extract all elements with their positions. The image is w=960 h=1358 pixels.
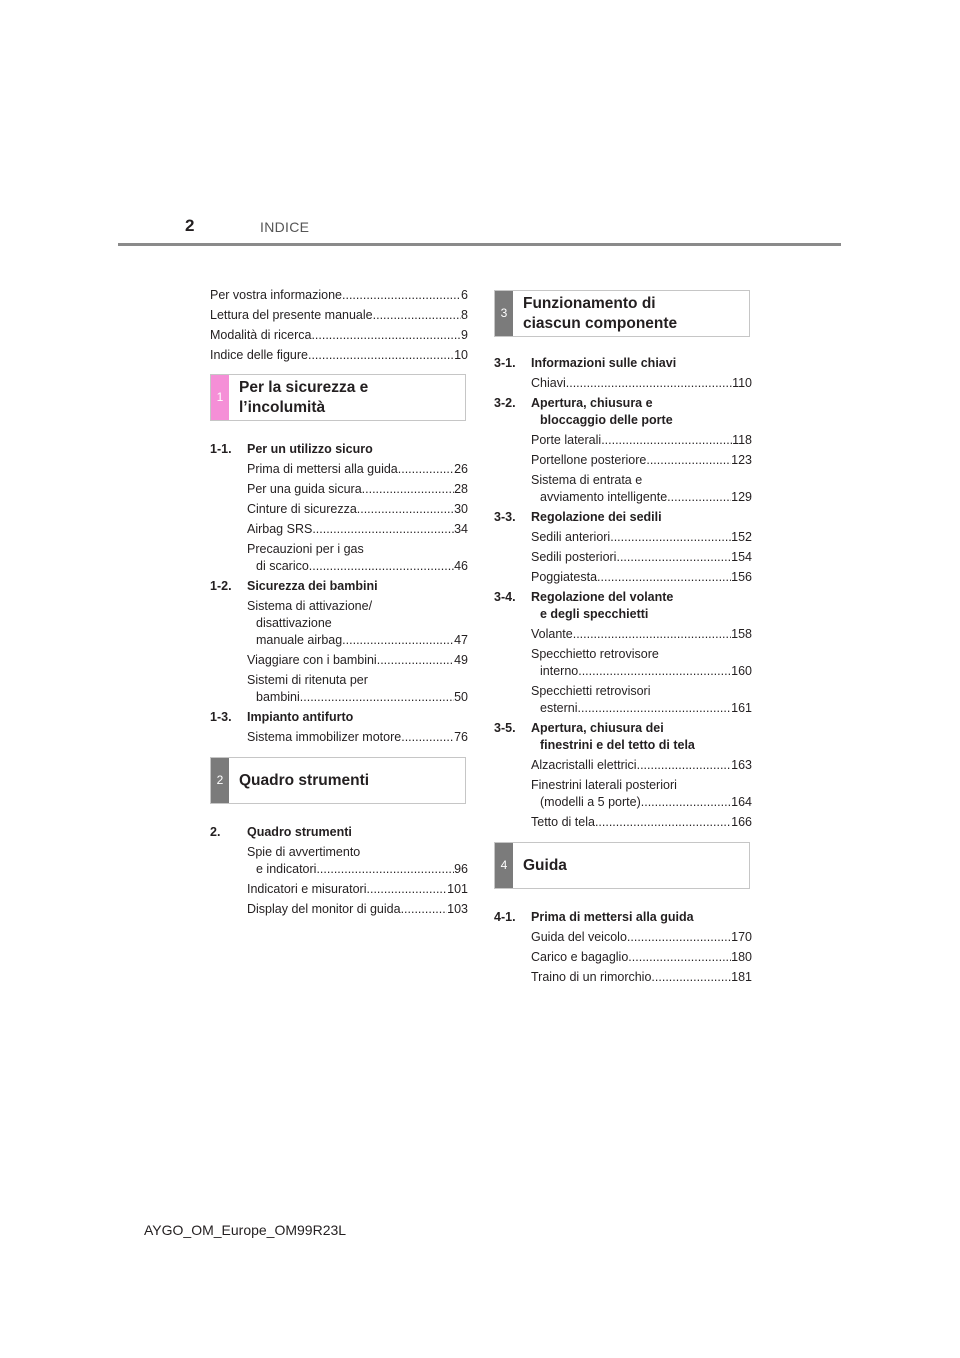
toc-line[interactable] xyxy=(247,689,468,706)
toc-leader-dots xyxy=(628,949,731,966)
toc-page-number: 9 xyxy=(461,328,468,342)
toc-line[interactable] xyxy=(531,794,752,811)
toc-page-number: 30 xyxy=(454,502,468,516)
toc-entry[interactable] xyxy=(494,646,752,680)
toc-leader-dots xyxy=(578,700,732,717)
toc-line[interactable] xyxy=(531,757,752,774)
toc-line[interactable] xyxy=(531,569,752,586)
subsection-heading[interactable] xyxy=(494,909,752,926)
toc-entry[interactable] xyxy=(494,432,752,449)
toc-entry-line: Sistema di entrata e xyxy=(531,473,643,487)
toc-page-number: 170 xyxy=(731,930,752,944)
toc-right-column xyxy=(494,290,752,989)
subsection-number: 3-2. xyxy=(494,396,516,410)
toc-line[interactable] xyxy=(247,501,468,518)
subsection-heading[interactable] xyxy=(494,355,752,372)
toc-leader-dots xyxy=(610,529,731,546)
section-title: Guida xyxy=(523,856,567,874)
toc-leader-dots xyxy=(312,521,454,538)
toc-line[interactable] xyxy=(247,481,468,498)
toc-leader-dots xyxy=(646,452,731,469)
subsection-title-line: bloccaggio delle porte xyxy=(540,413,673,427)
toc-label: Alzacristalli elettrici xyxy=(531,758,637,772)
toc-entry-line: Specchietti retrovisori xyxy=(531,684,651,698)
toc-entry[interactable] xyxy=(494,969,752,986)
toc-label: Display del monitor di guida xyxy=(247,902,401,916)
toc-leader-dots xyxy=(300,689,454,706)
toc-entry[interactable] xyxy=(494,949,752,966)
subsection-title-line: Informazioni sulle chiavi xyxy=(531,356,677,370)
toc-entry-line: disattivazione xyxy=(256,616,332,630)
toc-line[interactable] xyxy=(247,652,468,669)
toc-entry[interactable] xyxy=(494,452,752,469)
toc-label: Chiavi xyxy=(531,376,566,390)
toc-line[interactable] xyxy=(210,307,468,324)
subsection-title-line: Per un utilizzo sicuro xyxy=(247,442,373,456)
toc-line[interactable] xyxy=(531,452,752,469)
subsection-title-line: Apertura, chiusura dei xyxy=(531,721,664,735)
subsection-heading[interactable] xyxy=(210,578,468,595)
toc-leader-dots xyxy=(601,432,732,449)
toc-label: Traino di un rimorchio xyxy=(531,970,652,984)
toc-page-number: 163 xyxy=(731,758,752,772)
subsection-title-line: Quadro strumenti xyxy=(247,825,352,839)
toc-line[interactable] xyxy=(247,461,468,478)
toc-entry[interactable] xyxy=(494,569,752,586)
toc-line[interactable] xyxy=(531,700,752,717)
section-title: Per la sicurezza e l’incolumità xyxy=(239,378,369,416)
toc-leader-dots xyxy=(573,626,731,643)
toc-page-number: 161 xyxy=(731,701,752,715)
subsection-heading[interactable] xyxy=(494,720,752,754)
page-header-title: INDICE xyxy=(260,219,310,235)
toc-entry-line: Precauzioni per i gas xyxy=(247,542,364,556)
toc-page-number: 154 xyxy=(731,550,752,564)
toc-line[interactable] xyxy=(531,814,752,831)
subsection-title xyxy=(531,395,752,429)
footer-doc-code: AYGO_OM_Europe_OM99R23L xyxy=(144,1222,347,1238)
toc-page-number: 34 xyxy=(454,522,468,536)
toc-leader-dots xyxy=(651,969,731,986)
subsection-number: 2. xyxy=(210,825,221,839)
toc-page-number: 110 xyxy=(732,376,752,390)
subsection-heading[interactable] xyxy=(210,441,468,458)
toc-label: avviamento intelligente xyxy=(540,490,668,504)
toc-leader-dots xyxy=(377,652,454,669)
toc-line[interactable] xyxy=(531,929,752,946)
toc-label: Viaggiare con i bambini xyxy=(247,653,377,667)
subsection-heading[interactable] xyxy=(494,509,752,526)
toc-entry-line: Finestrini laterali posteriori xyxy=(531,778,677,792)
toc-entry[interactable] xyxy=(210,901,468,918)
toc-line[interactable] xyxy=(247,521,468,538)
toc-entry[interactable] xyxy=(494,549,752,566)
toc-page-number: 101 xyxy=(447,882,468,896)
toc-page-number: 152 xyxy=(731,530,752,544)
toc-leader-dots xyxy=(627,929,731,946)
toc-page-number: 49 xyxy=(454,653,468,667)
toc-leader-dots xyxy=(342,632,454,649)
spacer xyxy=(210,367,468,374)
section-tab: 3 xyxy=(495,291,513,336)
toc-leader-dots xyxy=(667,489,731,506)
toc-label: bambini xyxy=(256,690,300,704)
toc-entry[interactable] xyxy=(494,472,752,506)
toc-line[interactable] xyxy=(531,375,752,392)
toc-label: Lettura del presente manuale xyxy=(210,308,373,322)
toc-entry[interactable] xyxy=(210,881,468,898)
toc-left-column xyxy=(210,287,468,921)
toc-page-number: 160 xyxy=(731,664,752,678)
toc-page-number: 103 xyxy=(447,902,468,916)
subsection-number: 3-5. xyxy=(494,721,516,735)
toc-page-number: 123 xyxy=(731,453,752,467)
toc-entry[interactable] xyxy=(494,683,752,717)
toc-line[interactable] xyxy=(531,549,752,566)
subsection-title xyxy=(247,824,468,841)
toc-leader-dots xyxy=(597,569,731,586)
toc-entry-line: Sistemi di ritenuta per xyxy=(247,673,368,687)
toc-label: Poggiatesta xyxy=(531,570,598,584)
subsection-number: 3-1. xyxy=(494,356,516,370)
toc-leader-dots xyxy=(311,327,461,344)
toc-page-number: 96 xyxy=(454,862,468,876)
toc-label: di scarico xyxy=(256,559,309,573)
section-header-3[interactable] xyxy=(494,290,750,337)
subsection-heading[interactable] xyxy=(494,395,752,429)
toc-label: Airbag SRS xyxy=(247,522,313,536)
toc-leader-dots xyxy=(595,814,731,831)
toc-line[interactable] xyxy=(531,949,752,966)
toc-line[interactable] xyxy=(247,881,468,898)
toc-leader-dots xyxy=(373,307,461,324)
subsection-title xyxy=(247,709,468,726)
toc-page-number: 50 xyxy=(454,690,468,704)
subsection-number: 3-4. xyxy=(494,590,516,604)
toc-leader-dots xyxy=(367,881,448,898)
toc-label: Tetto di tela xyxy=(531,815,595,829)
toc-entry[interactable] xyxy=(494,375,752,392)
toc-entry-line: Spie di avvertimento xyxy=(247,845,361,859)
toc-line[interactable] xyxy=(247,729,468,746)
toc-entry[interactable] xyxy=(494,626,752,643)
toc-label: Carico e bagaglio xyxy=(531,950,629,964)
toc-line[interactable] xyxy=(210,347,468,364)
section-header-2[interactable] xyxy=(210,757,466,804)
toc-page-number: 8 xyxy=(461,308,468,322)
toc-label: e indicatori xyxy=(256,862,317,876)
toc-entry[interactable] xyxy=(210,521,468,538)
spacer xyxy=(210,749,468,757)
subsection-title-line: Impianto antifurto xyxy=(247,710,354,724)
subsection-title xyxy=(531,720,752,754)
toc-label: Per vostra informazione xyxy=(210,288,343,302)
toc-leader-dots xyxy=(309,558,454,575)
toc-page-number: 76 xyxy=(454,730,468,744)
toc-leader-dots xyxy=(362,481,454,498)
toc-entry[interactable] xyxy=(494,757,752,774)
section-tab: 1 xyxy=(211,375,229,420)
toc-leader-dots xyxy=(401,729,454,746)
section-header-1[interactable] xyxy=(210,374,466,421)
spacer xyxy=(210,421,468,438)
toc-entry[interactable] xyxy=(494,529,752,546)
toc-page-number: 46 xyxy=(454,559,468,573)
toc-leader-dots xyxy=(308,347,454,364)
toc-line[interactable] xyxy=(531,663,752,680)
toc-page-number: 180 xyxy=(731,950,752,964)
toc-page-number: 26 xyxy=(454,462,468,476)
toc-line[interactable] xyxy=(247,632,468,649)
toc-label: Sedili anteriori xyxy=(531,530,611,544)
subsection-title xyxy=(247,441,468,458)
subsection-title xyxy=(531,509,752,526)
toc-label: Portellone posteriore xyxy=(531,453,647,467)
toc-leader-dots xyxy=(342,287,461,304)
toc-label: Modalità di ricerca xyxy=(210,328,312,342)
toc-entry[interactable] xyxy=(210,729,468,746)
header-rule xyxy=(118,243,841,246)
toc-page-number: 158 xyxy=(731,627,752,641)
subsection-title-line: e degli specchietti xyxy=(540,607,649,621)
toc-entry[interactable] xyxy=(210,844,468,878)
toc-leader-dots xyxy=(357,501,454,518)
toc-label: manuale airbag xyxy=(256,633,343,647)
toc-label: Volante xyxy=(531,627,573,641)
spacer xyxy=(494,337,752,352)
toc-label: (modelli a 5 porte) xyxy=(540,795,641,809)
subsection-heading[interactable] xyxy=(210,709,468,726)
subsection-title-line: Regolazione del volante xyxy=(531,590,674,604)
toc-line[interactable] xyxy=(531,489,752,506)
toc-label: interno xyxy=(540,664,579,678)
toc-label: Cinture di sicurezza xyxy=(247,502,357,516)
section-title: Quadro strumenti xyxy=(239,771,370,789)
spacer xyxy=(494,889,752,906)
toc-page-number: 6 xyxy=(461,288,468,302)
section-title: Funzionamento di ciascun componente xyxy=(523,294,678,332)
toc-label: Guida del veicolo xyxy=(531,930,627,944)
toc-label: Indice delle figure xyxy=(210,348,308,362)
subsection-title xyxy=(531,589,752,623)
toc-entry-line: Specchietto retrovisore xyxy=(531,647,659,661)
toc-label: esterni xyxy=(540,701,578,715)
toc-entry[interactable] xyxy=(494,929,752,946)
toc-label: Sedili posteriori xyxy=(531,550,617,564)
toc-entry[interactable] xyxy=(210,541,468,575)
toc-line[interactable] xyxy=(531,969,752,986)
subsection-title-line: Prima di mettersi alla guida xyxy=(531,910,694,924)
toc-line[interactable] xyxy=(247,861,468,878)
page-number: 2 xyxy=(185,216,195,235)
toc-page-number: 28 xyxy=(454,482,468,496)
toc-leader-dots xyxy=(616,549,731,566)
subsection-number: 4-1. xyxy=(494,910,516,924)
subsection-number: 1-2. xyxy=(210,579,232,593)
toc-page-number: 164 xyxy=(731,795,752,809)
toc-entry[interactable] xyxy=(494,814,752,831)
subsection-title-line: Sicurezza dei bambini xyxy=(247,579,378,593)
section-tab: 4 xyxy=(495,843,513,888)
toc-line[interactable] xyxy=(210,327,468,344)
section-header-4[interactable] xyxy=(494,842,750,889)
toc-entry[interactable] xyxy=(210,481,468,498)
toc-label: Porte laterali xyxy=(531,433,602,447)
toc-entry-line: Sistema di attivazione/ xyxy=(247,599,373,613)
toc-leader-dots xyxy=(398,461,454,478)
toc-page-number: 129 xyxy=(731,490,752,504)
toc-label: Sistema immobilizer motore xyxy=(247,730,402,744)
subsection-number: 1-1. xyxy=(210,442,232,456)
toc-entry[interactable] xyxy=(210,461,468,478)
subsection-title xyxy=(531,355,752,372)
toc-page-number: 10 xyxy=(454,348,468,362)
subsection-heading[interactable] xyxy=(210,824,468,841)
subsection-title-line: Apertura, chiusura e xyxy=(531,396,653,410)
toc-line[interactable] xyxy=(531,529,752,546)
subsection-number: 3-3. xyxy=(494,510,516,524)
toc-leader-dots xyxy=(641,794,731,811)
subsection-title xyxy=(247,578,468,595)
toc-leader-dots xyxy=(401,901,448,918)
toc-page-number: 181 xyxy=(731,970,752,984)
subsection-title xyxy=(531,909,752,926)
toc-leader-dots xyxy=(578,663,731,680)
toc-line[interactable] xyxy=(531,626,752,643)
toc-entry[interactable] xyxy=(494,777,752,811)
toc-line[interactable] xyxy=(247,558,468,575)
subsection-heading[interactable] xyxy=(494,589,752,623)
subsection-number: 1-3. xyxy=(210,710,232,724)
toc-line[interactable] xyxy=(210,287,468,304)
toc-line[interactable] xyxy=(531,432,752,449)
toc-leader-dots xyxy=(637,757,732,774)
toc-entry[interactable] xyxy=(210,652,468,669)
toc-label: Per una guida sicura xyxy=(247,482,362,496)
subsection-title-line: finestrini e del tetto di tela xyxy=(540,738,695,752)
toc-page-number: 47 xyxy=(454,633,468,647)
toc-entry[interactable] xyxy=(210,598,468,649)
toc-leader-dots xyxy=(316,861,454,878)
toc-page-number: 156 xyxy=(731,570,752,584)
subsection-title-line: Regolazione dei sedili xyxy=(531,510,662,524)
toc-label: Prima di mettersi alla guida xyxy=(247,462,398,476)
section-tab: 2 xyxy=(211,758,229,803)
toc-page-number: 118 xyxy=(732,433,752,447)
toc-leader-dots xyxy=(566,375,732,392)
toc-line[interactable] xyxy=(247,901,468,918)
toc-page-number: 166 xyxy=(731,815,752,829)
spacer xyxy=(494,834,752,842)
spacer xyxy=(210,804,468,821)
toc-entry[interactable] xyxy=(210,501,468,518)
toc-label: Indicatori e misuratori xyxy=(247,882,367,896)
toc-entry[interactable] xyxy=(210,672,468,706)
